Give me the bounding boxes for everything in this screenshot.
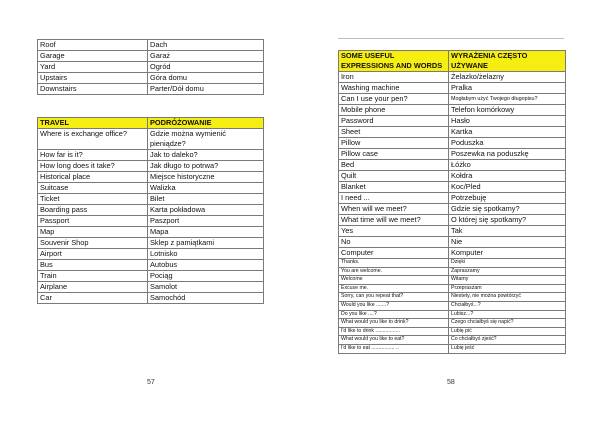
table-row [339, 344, 566, 353]
english-term: Pillow case [339, 149, 449, 160]
english-term: Bus [38, 260, 148, 271]
english-term: Historical place [38, 172, 148, 183]
table-header-row [339, 51, 566, 72]
english-term: No [339, 237, 449, 248]
table-row [339, 193, 566, 204]
table-row [38, 227, 264, 238]
english-term: When will we meet? [339, 204, 449, 215]
polish-term: Witamy [449, 276, 566, 285]
english-term: I need ... [339, 193, 449, 204]
table-row [38, 293, 264, 304]
polish-term: Miejsce historyczne [148, 172, 264, 183]
polish-term: Jak długo to potrwa? [148, 161, 264, 172]
english-term: Upstairs [38, 73, 148, 84]
english-term: Downstairs [38, 84, 148, 95]
table-row [38, 129, 264, 150]
english-term: Airplane [38, 282, 148, 293]
table-row [339, 105, 566, 116]
polish-term: Sklep z pamiątkami [148, 238, 264, 249]
page-number: 57 [147, 379, 155, 386]
english-term: Would you like .......? [339, 301, 449, 310]
polish-term: Poszewka na poduszkę [449, 149, 566, 160]
table-row [339, 267, 566, 276]
polish-term: Góra domu [148, 73, 264, 84]
polish-term: Telefon komórkowy [449, 105, 566, 116]
polish-term: Lubię pić [449, 327, 566, 336]
table-row [339, 116, 566, 127]
english-term: Washing machine [339, 83, 449, 94]
page-number: 58 [447, 379, 455, 386]
english-term: Sorry, can you repeat that? [339, 293, 449, 302]
english-term: Map [38, 227, 148, 238]
english-term: Suitcase [38, 183, 148, 194]
table-row [38, 282, 264, 293]
english-term: Roof [38, 40, 148, 51]
expressions-table [338, 50, 566, 354]
polish-term: Hasło [449, 116, 566, 127]
table-row [339, 327, 566, 336]
house-vocabulary-table [37, 39, 264, 95]
table-row [38, 161, 264, 172]
polish-term: Gdzie się spotkamy? [449, 204, 566, 215]
table-row [339, 149, 566, 160]
table-row [38, 194, 264, 205]
table-row [339, 237, 566, 248]
table-row [339, 276, 566, 285]
polish-term: Parter/Dół domu [148, 84, 264, 95]
english-term: Boarding pass [38, 205, 148, 216]
table-row [38, 216, 264, 227]
polish-term: Zapraszamy [449, 267, 566, 276]
polish-term: Lotnisko [148, 249, 264, 260]
table-row [339, 138, 566, 149]
polish-term: Garaż [148, 51, 264, 62]
table-row [339, 204, 566, 215]
table-row [38, 183, 264, 194]
top-divider [338, 38, 564, 39]
header-english: SOME USEFUL EXPRESSIONS AND WORDS [339, 51, 449, 72]
english-term: I'd like to drink ................. [339, 327, 449, 336]
table-row [38, 271, 264, 282]
english-term: Souvenir Shop [38, 238, 148, 249]
table-row [339, 319, 566, 328]
table-row [38, 172, 264, 183]
polish-term: Komputer [449, 248, 566, 259]
polish-term: Paszport [148, 216, 264, 227]
polish-term: Czego chciałbyś się napić? [449, 319, 566, 328]
polish-term: Pociąg [148, 271, 264, 282]
english-term: What time will we meet? [339, 215, 449, 226]
table-row [38, 84, 264, 95]
english-term: Ticket [38, 194, 148, 205]
table-row [38, 62, 264, 73]
polish-term: Dzięki [449, 259, 566, 268]
polish-term: Samochód [148, 293, 264, 304]
polish-term: Mogłabym użyć Twojego długopisu? [449, 94, 566, 105]
english-term: Yes [339, 226, 449, 237]
english-term: Car [38, 293, 148, 304]
table-row [38, 73, 264, 84]
english-term: Sheet [339, 127, 449, 138]
table-row [339, 248, 566, 259]
polish-term: Autobus [148, 260, 264, 271]
table-row [339, 83, 566, 94]
polish-term: Kartka [449, 127, 566, 138]
table-row [339, 94, 566, 105]
english-term: Where is exchange office? [38, 129, 148, 150]
table-header-row [38, 118, 264, 129]
english-term: Mobile phone [339, 105, 449, 116]
table-row [339, 336, 566, 345]
polish-term: Ogród [148, 62, 264, 73]
polish-term: Tak [449, 226, 566, 237]
english-term: You are welcome. [339, 267, 449, 276]
table-row [339, 215, 566, 226]
table-row [38, 150, 264, 161]
right-page [300, 0, 600, 425]
polish-term: Przepraszam [449, 284, 566, 293]
polish-term: Łóżko [449, 160, 566, 171]
polish-term: Co chciałbyś zjeść? [449, 336, 566, 345]
polish-term: Mapa [148, 227, 264, 238]
table-row [339, 301, 566, 310]
english-term: What would you like to eat? [339, 336, 449, 345]
english-term: How long does it take? [38, 161, 148, 172]
polish-term: Walizka [148, 183, 264, 194]
table-row [339, 127, 566, 138]
polish-term: Koc/Pled [449, 182, 566, 193]
english-term: Do you like ....? [339, 310, 449, 319]
english-term: Passport [38, 216, 148, 227]
table-row [38, 51, 264, 62]
polish-term: Samolot [148, 282, 264, 293]
header-english: TRAVEL [38, 118, 148, 129]
english-term: Blanket [339, 182, 449, 193]
polish-term: Niestety, nie można powtórzyć [449, 293, 566, 302]
english-term: Quilt [339, 171, 449, 182]
polish-term: Lubię jeść [449, 344, 566, 353]
table-row [38, 249, 264, 260]
polish-term: O której się spotkamy? [449, 215, 566, 226]
travel-vocabulary-table [37, 117, 264, 304]
english-term: Bed [339, 160, 449, 171]
english-term: Train [38, 271, 148, 282]
english-term: Garage [38, 51, 148, 62]
polish-term: Poduszka [449, 138, 566, 149]
english-term: How far is it? [38, 150, 148, 161]
table-row [339, 284, 566, 293]
english-term: Iron [339, 72, 449, 83]
english-term: Thanks. [339, 259, 449, 268]
table-row [38, 238, 264, 249]
english-term: Yard [38, 62, 148, 73]
polish-term: Potrzebuję [449, 193, 566, 204]
table-row [339, 171, 566, 182]
header-polish: PODRÓŻOWANIE [148, 118, 264, 129]
english-term: Computer [339, 248, 449, 259]
polish-term: Chciałbyś...? [449, 301, 566, 310]
english-term: I'd like to eat ................ .. [339, 344, 449, 353]
polish-term: Bilet [148, 194, 264, 205]
table-row [339, 72, 566, 83]
table-row [339, 226, 566, 237]
english-term: Can I use your pen? [339, 94, 449, 105]
table-row [339, 160, 566, 171]
polish-term: Nie [449, 237, 566, 248]
english-term: Airport [38, 249, 148, 260]
english-term: Pillow [339, 138, 449, 149]
english-term: Welcome [339, 276, 449, 285]
polish-term: Lubisz...? [449, 310, 566, 319]
header-polish: WYRAŻENIA CZĘSTO UŻYWANE [449, 51, 566, 72]
table-row [38, 260, 264, 271]
polish-term: Gdzie można wymienić pieniądze? [148, 129, 264, 150]
english-term: What would you like to drink? [339, 319, 449, 328]
polish-term: Żelazko/żelazny [449, 72, 566, 83]
polish-term: Pralka [449, 83, 566, 94]
table-row [38, 205, 264, 216]
polish-term: Kołdra [449, 171, 566, 182]
polish-term: Karta pokładowa [148, 205, 264, 216]
english-term: Excuse me. [339, 284, 449, 293]
table-row [339, 182, 566, 193]
table-row [339, 293, 566, 302]
polish-term: Dach [148, 40, 264, 51]
english-term: Password [339, 116, 449, 127]
table-row [339, 310, 566, 319]
polish-term: Jak to daleko? [148, 150, 264, 161]
table-row [339, 259, 566, 268]
table-row [38, 40, 264, 51]
